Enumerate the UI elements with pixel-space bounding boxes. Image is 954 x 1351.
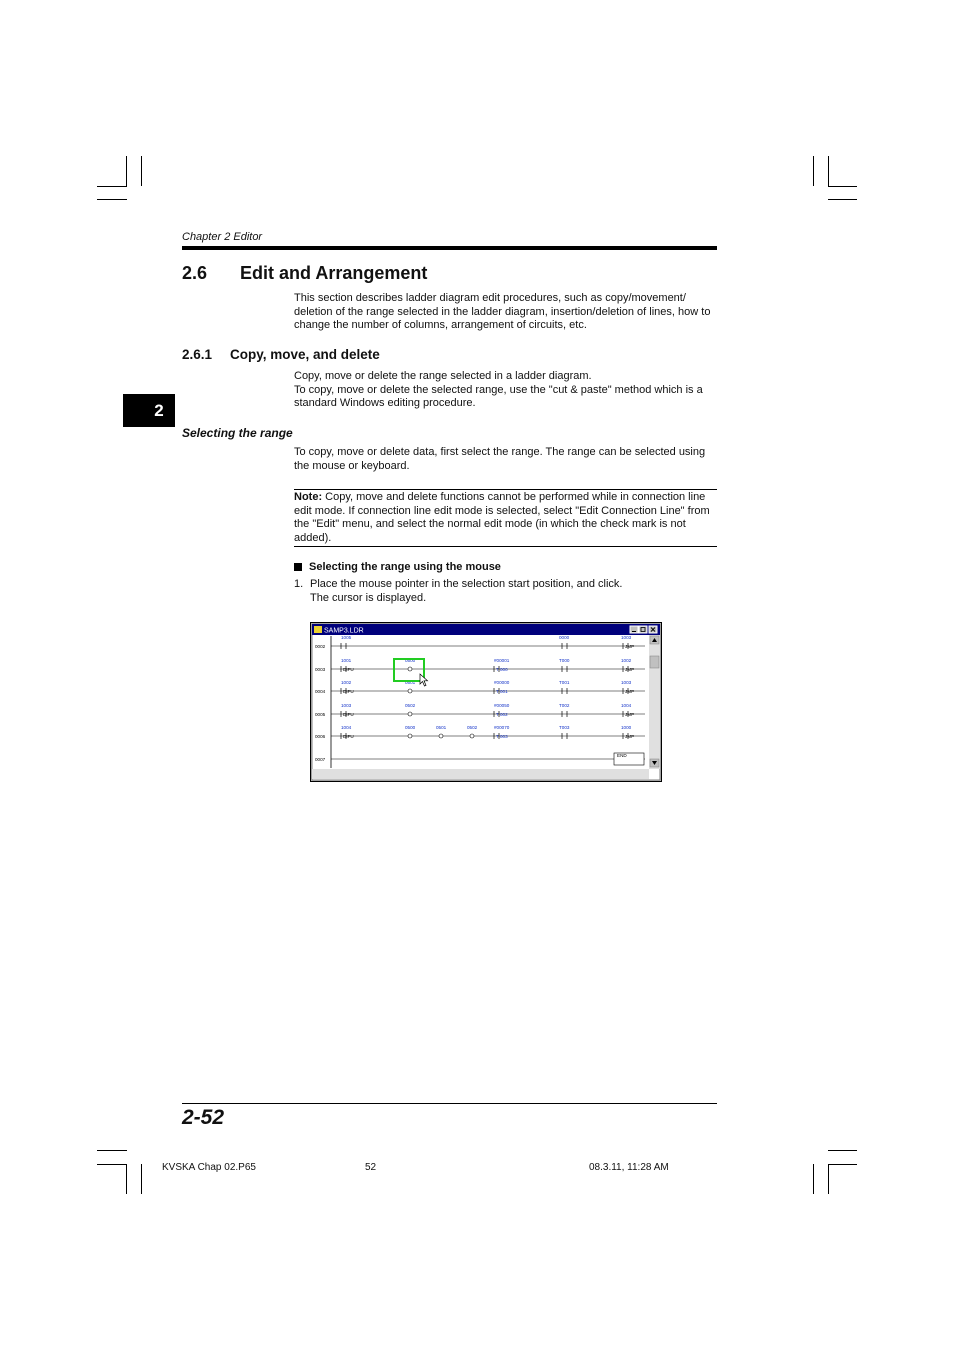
row-number: 0004 (315, 689, 326, 694)
row-number: 0002 (315, 644, 326, 649)
row-number: 0007 (315, 757, 326, 762)
instruction-label: JMP (625, 666, 635, 672)
contact-label: 1003 (621, 635, 632, 640)
page-number: 2-52 (182, 1106, 225, 1129)
contact-label: 1001 (341, 658, 352, 663)
copy-text-2: To copy, move or delete the selected range, use the "cut & paste" method which is a standard Windows editing procedure. (294, 383, 703, 410)
relay-label: 0500 (405, 658, 416, 663)
crop-mark (828, 1164, 829, 1194)
slug-page: 52 (365, 1162, 377, 1173)
crop-mark (97, 1164, 127, 1165)
relay-label: 0502 (405, 703, 416, 708)
horizontal-scrollbar (312, 769, 649, 779)
note-label: Note: (294, 491, 323, 503)
step-text: Place the mouse pointer in the selection start position, and click. The cursor is displayed. (310, 578, 623, 604)
square-bullet-icon (294, 563, 302, 571)
instruction-label: DIFU (343, 733, 354, 739)
crop-mark (97, 199, 127, 200)
instruction-label: JMP (625, 688, 635, 694)
row-number: 0006 (315, 734, 326, 739)
contact-label: 1002 (621, 658, 632, 663)
intro-paragraph: This section describes ladder diagram edit procedures, such as copy/movement/ deletion of the range selected in the ladder diagram, insertion/deletion of lines, how to change the number of columns, arrangement of circuits, etc. (294, 292, 711, 332)
chapter-tab: 2 (123, 394, 175, 427)
note-text: Copy, move and delete functions cannot be performed while in connection line edit mode. If connection line edit mode is selected, select "Edit Connection Line" from the "Edit" menu, and select the normal edit mode (in which the check mark is not added). (294, 491, 710, 544)
contact-label: 1003 (341, 703, 352, 708)
contact-label: 1005 (341, 635, 352, 640)
contact-label: T001 (559, 680, 570, 685)
timer-preset-label: #00070 (494, 725, 510, 730)
timer-label: T 001 (496, 688, 508, 694)
instruction-label: DIFU (343, 711, 354, 717)
selecting-paragraph: To copy, move or delete data, first select the range. The range can be selected using the mouse or keyboard. (294, 446, 706, 472)
crop-mark (141, 156, 142, 186)
maximize-icon (639, 626, 647, 633)
crop-mark (828, 186, 857, 187)
copy-paragraph (294, 370, 718, 411)
timer-label: T 003 (496, 733, 508, 739)
contact-label: 1003 (621, 680, 632, 685)
bullet-heading: Selecting the range using the mouse (294, 561, 501, 573)
contact-label: T002 (559, 703, 570, 708)
scroll-thumb (650, 656, 659, 668)
relay-label: 0501 (436, 725, 447, 730)
crop-mark (813, 156, 814, 186)
step-number: 1. (294, 578, 304, 590)
row-number: 0005 (315, 712, 326, 717)
end-label: END (617, 753, 627, 758)
crop-mark (813, 1164, 814, 1194)
crop-mark (97, 1150, 127, 1151)
app-icon (314, 626, 322, 633)
subsection-title: Copy, move, and delete (230, 347, 380, 362)
crop-mark (828, 156, 829, 186)
timer-preset-label: #00050 (494, 703, 510, 708)
contact-label: 0000 (559, 635, 570, 640)
selecting-heading: Selecting the range (182, 426, 293, 440)
relay-label: 0502 (467, 725, 478, 730)
crop-mark (126, 1164, 127, 1194)
instruction-label: DIFU (343, 688, 354, 694)
note-box (294, 489, 717, 547)
running-header: Chapter 2 Editor (182, 231, 263, 243)
crop-mark (126, 156, 127, 186)
section-number: 2.6 (182, 263, 208, 283)
instruction-label: DIFU (343, 666, 354, 672)
row-number: 0003 (315, 667, 326, 672)
contact-label: 1004 (341, 725, 352, 730)
crop-mark (828, 1150, 857, 1151)
relay-label: 0500 (405, 725, 416, 730)
relay-label: 0501 (405, 680, 416, 685)
slug-file: KVSKA Chap 02.P65 (162, 1162, 256, 1173)
crop-mark (97, 186, 127, 187)
contact-label: 1002 (341, 680, 352, 685)
timer-preset-label: #00001 (494, 658, 510, 663)
subsection-number: 2.6.1 (182, 347, 213, 362)
crop-mark (828, 199, 857, 200)
contact-label: 1000 (621, 725, 632, 730)
slug-date: 08.3.11, 11:28 AM (589, 1162, 669, 1173)
section-title: Edit and Arrangement (240, 263, 428, 283)
copy-text-1: Copy, move or delete the range selected in a ladder diagram. (294, 370, 592, 382)
footer-rule (182, 1103, 717, 1104)
crop-mark (141, 1164, 142, 1194)
vertical-scrollbar (649, 635, 660, 769)
timer-label: T 000 (496, 666, 508, 672)
instruction-label: JMP (625, 711, 635, 717)
ladder-editor-screenshot (310, 622, 662, 782)
instruction-label: JMP (625, 643, 635, 649)
contact-label: 1004 (621, 703, 632, 708)
timer-label: T 002 (496, 711, 508, 717)
contact-label: T000 (559, 658, 570, 663)
crop-mark (828, 1164, 857, 1165)
contact-label: T003 (559, 725, 570, 730)
header-rule (182, 246, 717, 250)
window-titlebar (312, 624, 660, 635)
instruction-label: JMP (625, 733, 635, 739)
timer-preset-label: #00000 (494, 680, 510, 685)
window-title: SAMP3.LDR (324, 627, 364, 635)
